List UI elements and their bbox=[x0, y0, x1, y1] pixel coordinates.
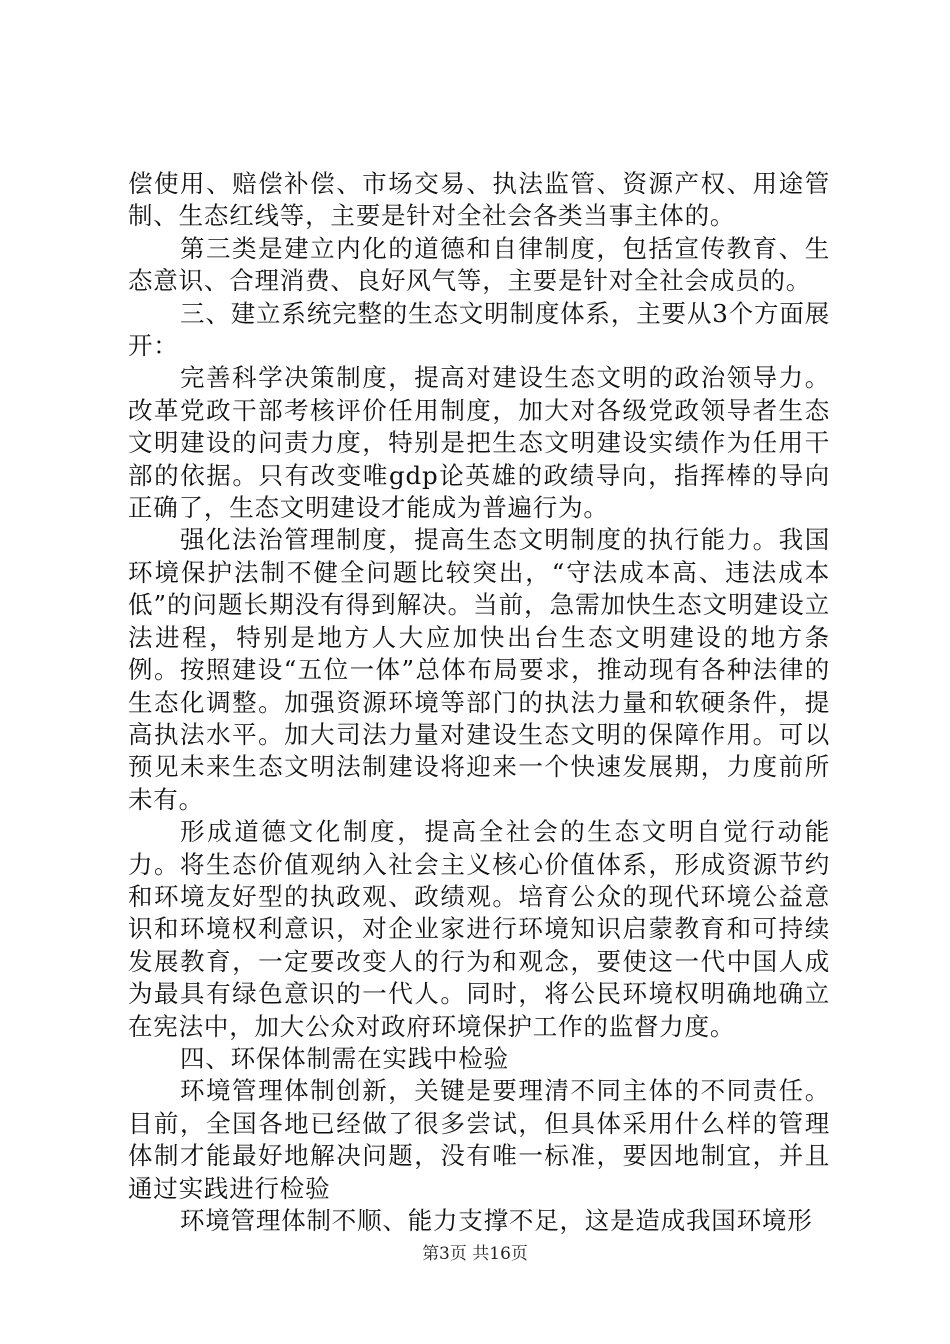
section-heading-three: 三、建立系统完整的生态文明制度体系，主要从3个方面展开： bbox=[128, 298, 830, 361]
paragraph-rule-of-law: 强化法治管理制度，提高生态文明制度的执行能力。我国环境保护法制不健全问题比较突出，“守法成本高、违法成本低”的问题长期没有得到解决。当前，急需加快生态文明建设立法进程，特别是地方人大应加快出台生态文明建设的地方条例。按照建设“五位一体”总体布局要求，推动现有各种法律的生态化调整。加强资源环境等部门的执法力量和软硬条件，提高执法水平。加大司法力量对建设生态文明的保障作用。可以预见未来生态文明法制建设将迎来一个快速发展期，力度前所未有。 bbox=[128, 525, 831, 814]
paragraph-management-innovation: 环境管理体制创新，关键是要理清不同主体的不同责任。目前，全国各地已经做了很多尝试，但具体采用什么样的管理体制才能最好地解决问题，没有唯一标准，要因地制宜，并且通过实践进行检验 bbox=[128, 1076, 830, 1203]
page-number-footer: 第3页 共16页 bbox=[422, 1244, 528, 1264]
paragraph-decision-system: 完善科学决策制度，提高对建设生态文明的政治领导力。改革党政干部考核评价任用制度，加大对各级党政领导者生态文明建设的问责力度，特别是把生态文明建设实绩作为任用干部的依据。只有改变唯gdp论英雄的政绩导向，指挥棒的导向正确了，生态文明建设才能成为普遍行为。 bbox=[128, 363, 830, 523]
section-heading-four: 四、环保体制需在实践中检验 bbox=[180, 1043, 509, 1073]
paragraph-moral-culture: 形成道德文化制度，提高全社会的生态文明自觉行动能力。将生态价值观纳入社会主义核心价值体系，形成资源节约和环境友好型的执政观、政绩观。培育公众的现代环境公益意识和环境权利意识，对企业家进行环境知识启蒙教育和可持续发展教育，一定要改变人的行为和观念，要使这一代中国人成为最具有绿色意识的一代人。同时，将公民环境权明确地确立在宪法中，加大公众对政府环境保护工作的监督力度。 bbox=[128, 817, 830, 1041]
document-body bbox=[128, 168, 830, 1237]
paragraph-management-issues: 环境管理体制不顺、能力支撑不足，这是造成我国环境形 bbox=[180, 1206, 813, 1235]
paragraph-third-category: 第三类是建立内化的道德和自律制度，包括宣传教育、生态意识、合理消费、良好风气等，主要是针对全社会成员的。 bbox=[128, 233, 830, 296]
paragraph-continuation: 偿使用、赔偿补偿、市场交易、执法监管、资源产权、用途管制、生态红线等，主要是针对全社会各类当事主体的。 bbox=[128, 169, 830, 231]
